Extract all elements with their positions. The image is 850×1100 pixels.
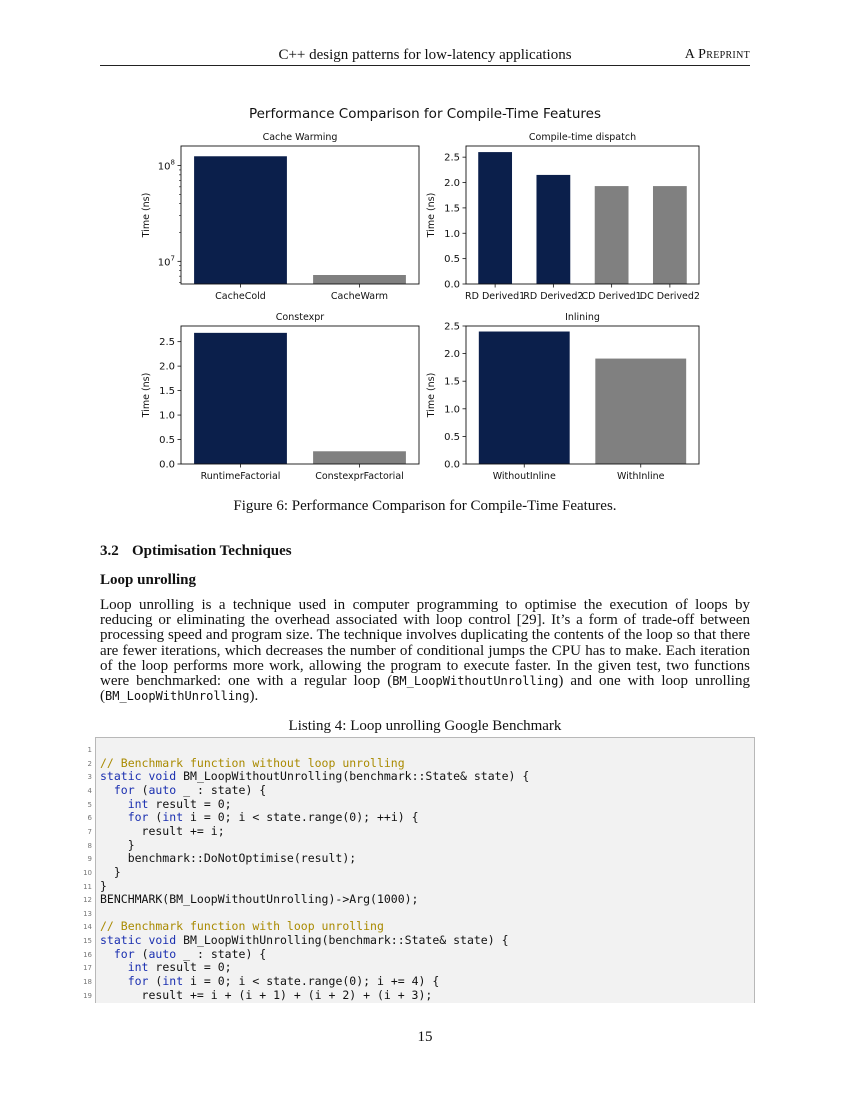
code-line: [100, 893, 419, 907]
y-axis-label: Time (ns): [141, 192, 152, 238]
code-text: }: [100, 878, 107, 893]
chart-panel-1: [141, 132, 419, 302]
y-tick-label: 2.5: [159, 337, 175, 349]
chart-title: Constexpr: [275, 312, 325, 323]
code-text: [100, 797, 128, 811]
code-line: [100, 989, 432, 1003]
y-tick-label: $10^7$: [157, 254, 175, 269]
line-number: 3: [87, 773, 92, 782]
bar: [313, 275, 406, 284]
chart-panel-4: [426, 312, 699, 482]
code-text: (: [148, 810, 163, 825]
body-paragraph: [100, 598, 750, 704]
y-tick-label: 1.5: [159, 386, 175, 398]
code-keyword: int: [162, 810, 184, 825]
y-tick-label: 0.5: [444, 431, 460, 443]
code-keyword: for: [113, 782, 135, 797]
code-line: [100, 839, 135, 853]
code-line: [100, 920, 384, 934]
line-number: 1: [87, 746, 92, 754]
line-number: 5: [87, 800, 92, 809]
code-line: [100, 961, 232, 975]
code-text: result += i + (i + 1) + (i + 2) + (i + 3);: [100, 987, 433, 1002]
code-text: BM_LoopWithoutUnrolling(benchmark::State& state) {: [176, 769, 530, 784]
figure-6: [0, 0, 850, 495]
code-text: result = 0;: [148, 796, 232, 811]
bar: [194, 333, 287, 464]
x-tick-label: WithoutInline: [492, 471, 556, 482]
paragraph-text-2: ) and one with loop unrolling (: [100, 673, 750, 705]
paragraph-text-1: Loop unrolling is a technique used in computer programming to optimise the execution of loops by reducing or eliminating the overhead associated with loop control [29]. It’s a form of trade-off between processing speed and program size. The technique involves duplicating the contents of the loop so that there are fewer iterations, which decreases the number of conditional jumps the CPU has to make. Each iteration of the loop performs more work, allowing the program to execute faster. In the given test, two functions were benchmarked: one with a regular loop (: [100, 597, 750, 690]
running-header-title: C++ design patterns for low-latency applications: [278, 47, 572, 63]
x-tick-label: CacheCold: [215, 291, 266, 302]
code-text: _ : state) {: [176, 782, 267, 797]
section-number: 3.2: [100, 543, 119, 559]
code-line: [100, 880, 107, 894]
y-tick-label: 1.0: [444, 404, 460, 416]
y-tick-label: 1.5: [444, 376, 460, 388]
y-tick-label: 1.5: [444, 203, 460, 215]
code-line: [100, 798, 232, 812]
code-line: [100, 975, 439, 989]
code-keyword: auto: [148, 946, 177, 961]
line-number: 9: [87, 855, 92, 864]
figure-caption: Figure 6: Performance Comparison for Compile-Time Features.: [233, 498, 617, 514]
line-number: 10: [83, 868, 92, 877]
code-text: [100, 783, 114, 797]
chart-title: Compile-time dispatch: [528, 132, 637, 143]
code-text: [100, 947, 114, 961]
code-line: [100, 852, 356, 866]
y-tick-label: 0.5: [159, 435, 175, 447]
y-axis-label: Time (ns): [426, 372, 437, 418]
line-number: 18: [83, 978, 92, 987]
y-axis-label: Time (ns): [426, 192, 437, 238]
code-keyword: int: [162, 974, 184, 989]
running-header-label: A Preprint: [684, 47, 750, 62]
bar: [595, 359, 686, 464]
inline-code-with-unrolling: BM_LoopWithUnrolling: [105, 689, 250, 704]
code-keyword: for: [113, 946, 135, 961]
code-keyword: int: [127, 960, 149, 975]
x-tick-label: CacheWarm: [330, 291, 389, 302]
page-number: 15: [417, 1029, 433, 1045]
y-tick-label: 0.5: [444, 254, 460, 266]
line-number: 7: [87, 827, 92, 836]
bar: [536, 175, 570, 284]
bar: [653, 186, 687, 284]
code-text: [100, 960, 128, 974]
line-number: 17: [83, 964, 92, 973]
y-tick-label: 2.0: [159, 361, 175, 373]
code-text: [100, 810, 128, 824]
code-line: [100, 784, 266, 798]
code-keyword: for: [127, 974, 149, 989]
code-text: }: [100, 837, 135, 852]
y-axis-label: Time (ns): [141, 372, 152, 418]
section-heading: [100, 543, 292, 560]
y-tick-label: 2.5: [444, 321, 460, 333]
line-number: 6: [87, 814, 92, 823]
code-keyword: static void: [100, 769, 177, 784]
code-text: BENCHMARK(BM_LoopWithoutUnrolling)->Arg(1000);: [100, 892, 419, 907]
line-number: 12: [83, 896, 92, 905]
x-tick-label: WithInline: [616, 471, 665, 482]
x-tick-label: RD Derived2: [523, 291, 584, 302]
line-number: 15: [83, 937, 92, 946]
y-tick-label: 0.0: [444, 459, 460, 471]
code-keyword: int: [127, 796, 149, 811]
bar: [479, 332, 570, 464]
bar: [313, 451, 406, 464]
y-tick-label: 1.0: [159, 410, 175, 422]
code-line: [100, 811, 419, 825]
code-line: [100, 934, 509, 948]
y-tick-label: 0.0: [444, 279, 460, 291]
y-tick-label: $10^8$: [157, 158, 175, 173]
line-number: 13: [83, 909, 92, 918]
code-text: [100, 974, 128, 988]
line-number: 14: [83, 923, 92, 932]
line-number: 11: [83, 882, 92, 891]
line-number: 16: [83, 950, 92, 959]
bar: [194, 156, 287, 284]
y-tick-label: 2.0: [444, 178, 460, 190]
code-keyword: for: [127, 810, 149, 825]
subsection-heading: Loop unrolling: [100, 572, 197, 588]
paragraph-text-3: ).: [249, 688, 259, 705]
chart-title: Inlining: [565, 312, 600, 323]
code-line: [100, 948, 266, 962]
code-line: [100, 866, 121, 880]
chart-panel-2: [426, 132, 700, 302]
code-text: (: [134, 782, 149, 797]
listing-caption: Listing 4: Loop unrolling Google Benchmark: [288, 718, 562, 734]
y-tick-label: 1.0: [444, 228, 460, 240]
inline-code-without-unrolling: BM_LoopWithoutUnrolling: [392, 674, 559, 689]
figure-suptitle: Performance Comparison for Compile-Time Features: [248, 106, 602, 122]
code-comment: // Benchmark function with loop unrolling: [100, 919, 384, 934]
code-keyword: static void: [100, 933, 177, 948]
code-text: BM_LoopWithUnrolling(benchmark::State& state) {: [176, 933, 509, 948]
bar: [595, 186, 629, 284]
x-tick-label: CD Derived1: [581, 291, 642, 302]
code-line: [100, 770, 529, 784]
x-tick-label: RuntimeFactorial: [200, 471, 281, 482]
code-text: }: [100, 864, 121, 879]
code-text: i = 0; i < state.range(0); ++i) {: [183, 810, 419, 825]
section-title: Optimisation Techniques: [132, 543, 292, 559]
code-text: result += i;: [100, 823, 225, 838]
bar: [478, 152, 512, 284]
line-number: 19: [83, 991, 92, 1000]
y-tick-label: 2.5: [444, 152, 460, 164]
y-tick-label: 2.0: [444, 349, 460, 361]
line-number: 2: [87, 759, 92, 768]
line-number: 8: [87, 841, 92, 850]
chart-title: Cache Warming: [262, 132, 338, 143]
line-number: 4: [87, 786, 92, 795]
x-tick-label: DC Derived2: [639, 291, 700, 302]
y-tick-label: 0.0: [159, 459, 175, 471]
code-text: i = 0; i < state.range(0); i += 4) {: [183, 974, 440, 989]
code-text: (: [134, 946, 149, 961]
code-text: result = 0;: [148, 960, 232, 975]
code-text: benchmark::DoNotOptimise(result);: [100, 851, 357, 866]
code-line: [100, 825, 225, 839]
code-line: [100, 757, 405, 771]
code-keyword: auto: [148, 782, 177, 797]
x-tick-label: RD Derived1: [465, 291, 526, 302]
code-text: (: [148, 974, 163, 989]
chart-panel-3: [141, 312, 419, 482]
x-tick-label: ConstexprFactorial: [315, 471, 404, 482]
code-text: _ : state) {: [176, 946, 267, 961]
code-comment: // Benchmark function without loop unrolling: [100, 755, 405, 770]
